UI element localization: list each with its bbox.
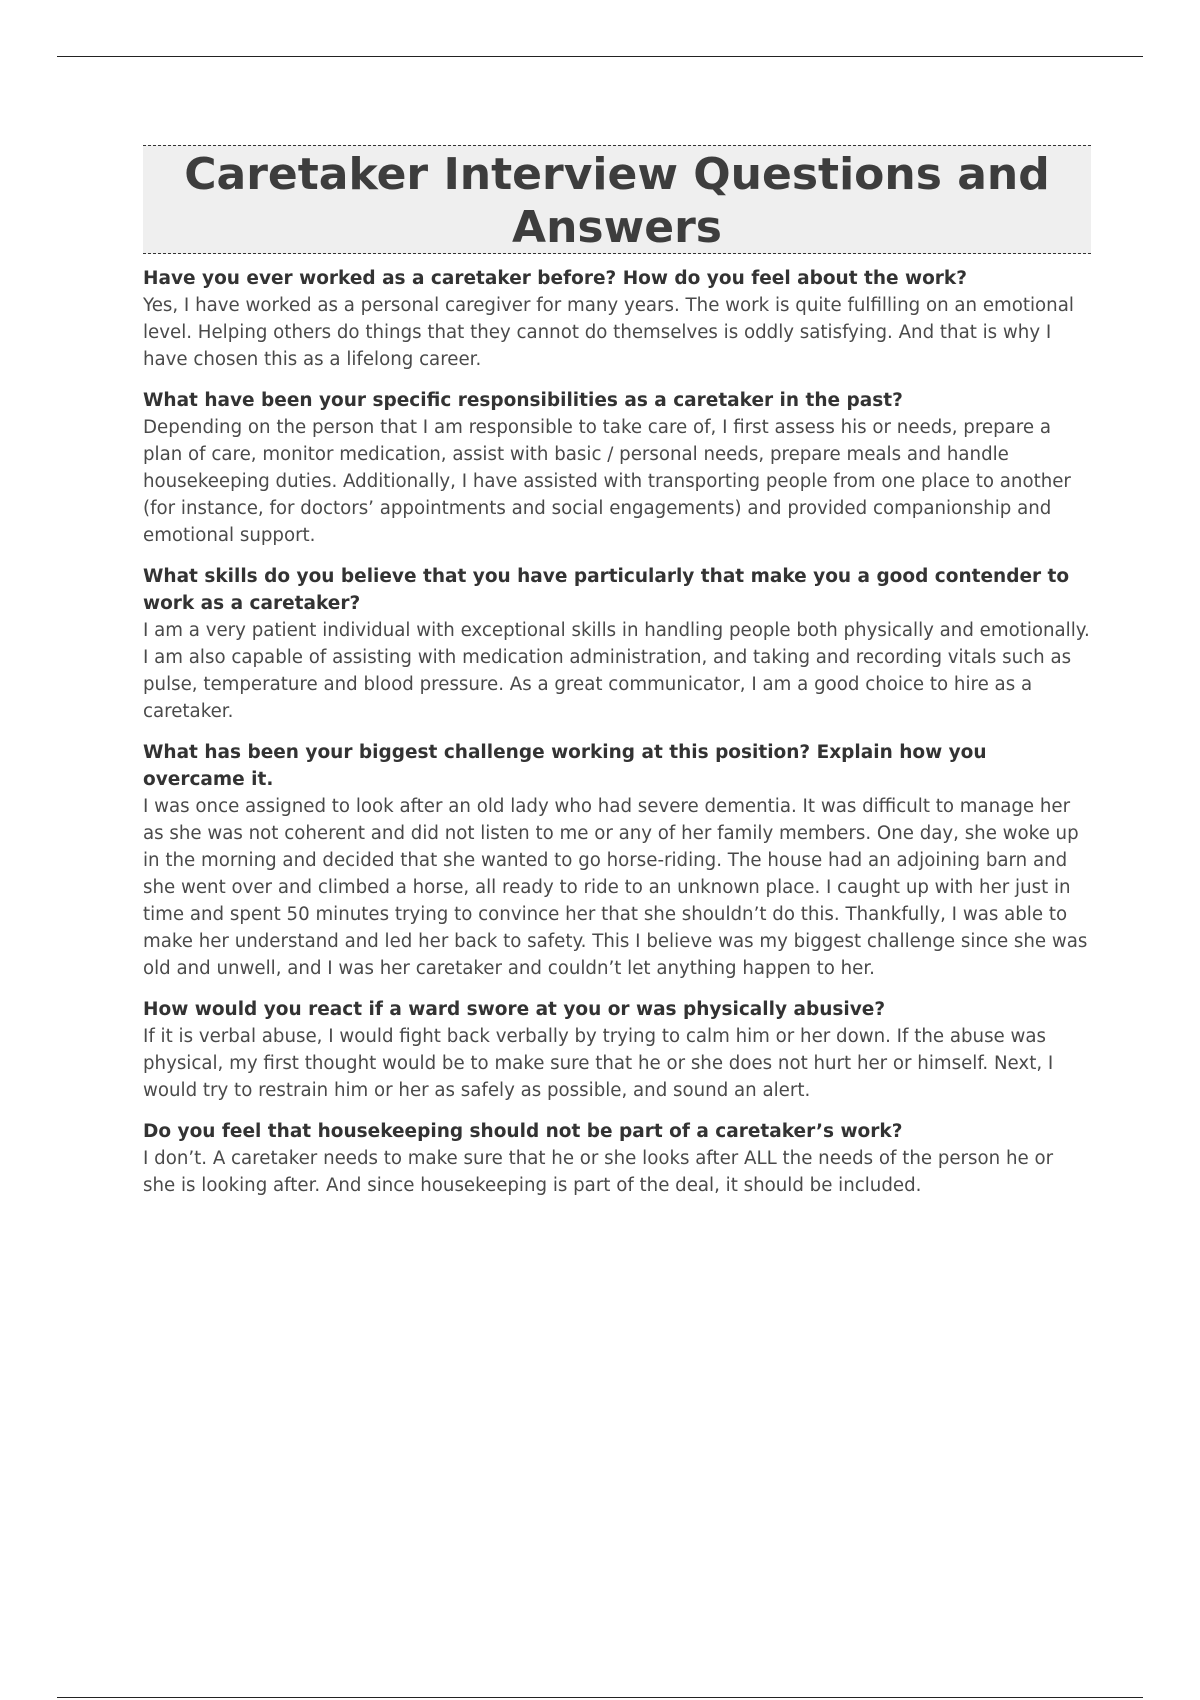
question: Have you ever worked as a caretaker before? How do you feel about the work? xyxy=(143,268,967,289)
qa-item xyxy=(143,387,1091,549)
title-banner xyxy=(143,145,1091,254)
qa-item xyxy=(143,996,1091,1104)
qa-item xyxy=(143,563,1091,725)
bottom-rule xyxy=(57,1697,1143,1698)
answer: I am a very patient individual with exceptional skills in handling people both physically and emotionally. I am also capable of assisting with medication administration, and taking and recording vitals such as pulse, temperature and blood pressure. As a great communicator, I am a good choice to hire as a caretaker. xyxy=(143,620,1090,722)
question: Do you feel that housekeeping should not be part of a caretaker’s work? xyxy=(143,1121,903,1142)
answer: If it is verbal abuse, I would fight back verbally by trying to calm him or her down. If the abuse was physical, my first thought would be to make sure that he or she does not hurt her or himself. Next, I would try to restrain him or her as safely as possible, and sound an alert. xyxy=(143,1026,1054,1101)
question: What skills do you believe that you have particularly that make you a good contender to work as a caretaker? xyxy=(143,566,1070,614)
question: What have been your specific responsibilities as a caretaker in the past? xyxy=(143,390,903,411)
page-title: Caretaker Interview Questions and Answers xyxy=(184,149,1050,253)
top-rule xyxy=(57,56,1143,57)
qa-item xyxy=(143,739,1091,982)
question: How would you react if a ward swore at you or was physically abusive? xyxy=(143,999,886,1020)
answer: Depending on the person that I am responsible to take care of, I first assess his or needs, prepare a plan of care, monitor medication, assist with basic / personal needs, prepare meals and handle housekeeping duties. Additionally, I have assisted with transporting people from one place to another (for instance, for doctors’ appointments and social engagements) and provided companionship and emotional support. xyxy=(143,417,1071,546)
answer: I don’t. A caretaker needs to make sure that he or she looks after ALL the needs of the person he or she is looking after. And since housekeeping is part of the deal, it should be included. xyxy=(143,1148,1054,1196)
document-body xyxy=(143,145,1091,1199)
answer: I was once assigned to look after an old lady who had severe dementia. It was difficult to manage her as she was not coherent and did not listen to me or any of her family members. One day, she woke up in the morning and decided that she wanted to go horse-riding. The house had an adjoining barn and she went over and climbed a horse, all ready to ride to an unknown place. I caught up with her just in time and spent 50 minutes trying to convince her that she shouldn’t do this. Thankfully, I was able to make her understand and led her back to safety. This I believe was my biggest challenge since she was old and unwell, and I was her caretaker and couldn’t let anything happen to her. xyxy=(143,796,1088,979)
question: What has been your biggest challenge working at this position? Explain how you overcame it. xyxy=(143,742,987,790)
qa-item xyxy=(143,1118,1091,1199)
answer: Yes, I have worked as a personal caregiver for many years. The work is quite fulfilling on an emotional level. Helping others do things that they cannot do themselves is oddly satisfying. And that is why I have chosen this as a lifelong career. xyxy=(143,295,1074,370)
qa-item xyxy=(143,265,1091,373)
